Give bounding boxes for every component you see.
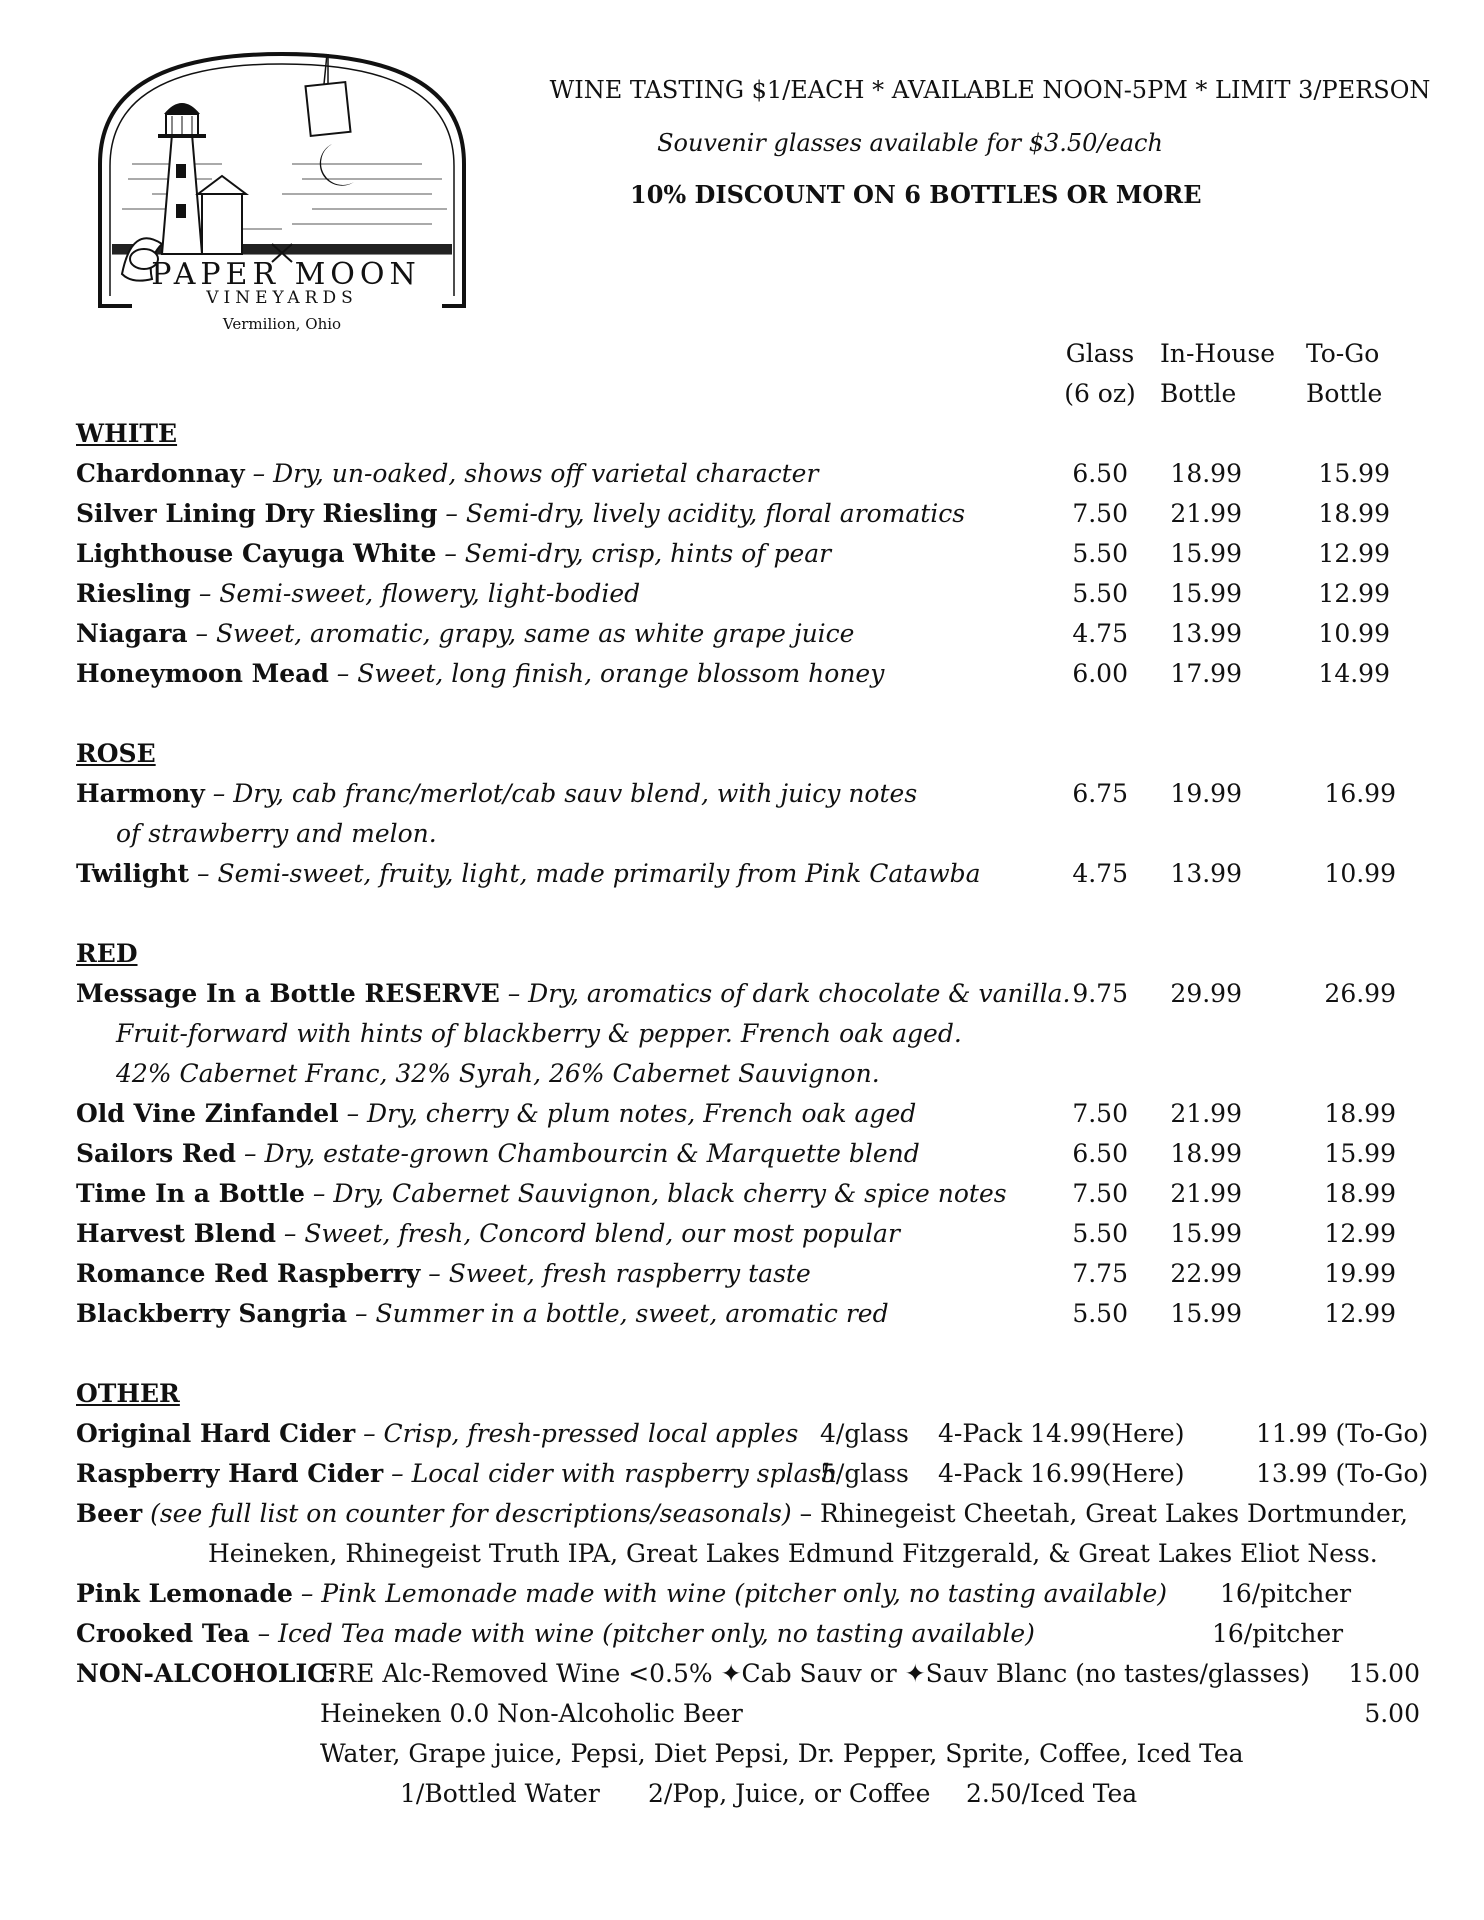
cider-togo-price: 11.99 (To-Go): [1256, 1419, 1429, 1448]
wine-desc-continued: 42% Cabernet Franc, 32% Syrah, 26% Cabernet Sauvignon.: [116, 1059, 880, 1088]
pitcher-description: [76, 1614, 1035, 1654]
togo-price: 14.99: [1318, 659, 1390, 688]
col-glass-header: [1050, 334, 1150, 414]
togo-price: 18.99: [1324, 1099, 1396, 1128]
inhouse-price: 13.99: [1170, 619, 1242, 648]
wine-description: [76, 494, 965, 534]
wine-desc: – Sweet, fresh raspberry taste: [420, 1259, 811, 1288]
glass-price: 6.50: [1072, 459, 1128, 488]
glass-price: 5.50: [1072, 579, 1128, 608]
glass-price: 6.75: [1072, 779, 1128, 808]
inhouse-price: 15.99: [1170, 1299, 1242, 1328]
cider-togo-price: 13.99 (To-Go): [1256, 1459, 1429, 1488]
vineyard-logo: [92, 44, 472, 344]
glass-price: 6.50: [1072, 1139, 1128, 1168]
wine-description: [76, 774, 917, 814]
non-alc-wine-price: 15.00: [1348, 1659, 1420, 1688]
inhouse-price: 17.99: [1170, 659, 1242, 688]
col-inhouse-label: In-House: [1160, 339, 1276, 368]
inhouse-price: 15.99: [1170, 579, 1242, 608]
section-other: OTHER: [76, 1379, 180, 1408]
section-rose: ROSE: [76, 739, 156, 768]
beer-note: (see full list on counter for descriptions/seasonals): [142, 1499, 792, 1528]
wine-desc: – Dry, estate-grown Chambourcin & Marquette blend: [236, 1139, 920, 1168]
inhouse-price: 19.99: [1170, 779, 1242, 808]
beer-description: [76, 1494, 1408, 1534]
cider-glass-price: 4/glass: [820, 1419, 909, 1448]
togo-price: 19.99: [1324, 1259, 1396, 1288]
wine-description: [76, 1214, 900, 1254]
wine-desc: – Dry, cherry & plum notes, French oak aged: [338, 1099, 917, 1128]
inhouse-price: 29.99: [1170, 979, 1242, 1008]
wine-desc: – Dry, cab franc/merlot/cab sauv blend, with juicy notes: [204, 779, 918, 808]
inhouse-price: 13.99: [1170, 859, 1242, 888]
glass-price: 7.50: [1072, 1099, 1128, 1128]
togo-price: 18.99: [1318, 499, 1390, 528]
cider-pack-price: 4-Pack 14.99(Here): [938, 1419, 1185, 1448]
wine-name: Riesling: [76, 579, 191, 608]
wine-desc: – Semi-dry, crisp, hints of pear: [436, 539, 832, 568]
wine-name: Twilight: [76, 859, 190, 888]
cider-desc: – Crisp, fresh-pressed local apples: [355, 1419, 799, 1448]
inhouse-price: 15.99: [1170, 1219, 1242, 1248]
glass-price: 4.75: [1072, 859, 1128, 888]
pitcher-desc: – Iced Tea made with wine (pitcher only, no tasting available): [249, 1619, 1035, 1648]
inhouse-price: 15.99: [1170, 539, 1242, 568]
togo-price: 12.99: [1324, 1299, 1396, 1328]
togo-price: 16.99: [1324, 779, 1396, 808]
glass-price: 4.75: [1072, 619, 1128, 648]
cider-description: [76, 1414, 798, 1454]
wine-name: Message In a Bottle RESERVE: [76, 979, 500, 1008]
wine-name: Chardonnay: [76, 459, 245, 488]
wine-desc: – Dry, un-oaked, shows off varietal character: [244, 459, 819, 488]
glass-price: 6.00: [1072, 659, 1128, 688]
cider-name: Raspberry Hard Cider: [76, 1459, 384, 1488]
wine-name: Blackberry Sangria: [76, 1299, 348, 1328]
inhouse-price: 21.99: [1170, 499, 1242, 528]
pitcher-description: [76, 1574, 1167, 1614]
togo-price: 26.99: [1324, 979, 1396, 1008]
wine-description: [76, 854, 981, 894]
wine-description: [76, 454, 818, 494]
togo-price: 15.99: [1324, 1139, 1396, 1168]
glass-price: 5.50: [1072, 1299, 1128, 1328]
wine-description: [76, 614, 854, 654]
wine-description: [76, 574, 640, 614]
col-inhouse-header: [1160, 334, 1290, 414]
inhouse-price: 18.99: [1170, 459, 1242, 488]
wine-description: [76, 654, 884, 694]
tasting-notice: WINE TASTING $1/EACH * AVAILABLE NOON-5PM * LIMIT 3/PERSON: [549, 76, 1431, 104]
togo-price: 15.99: [1318, 459, 1390, 488]
cider-name: Original Hard Cider: [76, 1419, 356, 1448]
wine-name: Harmony: [76, 779, 205, 808]
beer-list: – Rhinegeist Cheetah, Great Lakes Dortmunder,: [791, 1499, 1409, 1528]
beer-list-continued: Heineken, Rhinegeist Truth IPA, Great Lakes Edmund Fitzgerald, & Great Lakes Eliot Ness.: [208, 1539, 1378, 1568]
togo-price: 12.99: [1318, 539, 1390, 568]
togo-price: 10.99: [1318, 619, 1390, 648]
pop-juice-coffee-price: 2/Pop, Juice, or Coffee: [648, 1779, 931, 1808]
glass-price: 7.50: [1072, 499, 1128, 528]
wine-description: [76, 1094, 916, 1134]
togo-price: 12.99: [1318, 579, 1390, 608]
togo-price: 10.99: [1324, 859, 1396, 888]
wine-name: Niagara: [76, 619, 188, 648]
pitcher-desc: – Pink Lemonade made with wine (pitcher only, no tasting available): [292, 1579, 1168, 1608]
wine-name: Lighthouse Cayuga White: [76, 539, 437, 568]
glass-price: 9.75: [1072, 979, 1128, 1008]
wine-desc: – Dry, Cabernet Sauvignon, black cherry & spice notes: [304, 1179, 1007, 1208]
logo-location: Vermilion, Ohio: [192, 314, 372, 334]
non-alcoholic-label: NON-ALCOHOLIC:: [76, 1659, 337, 1688]
iced-tea-price: 2.50/Iced Tea: [966, 1779, 1138, 1808]
togo-price: 18.99: [1324, 1179, 1396, 1208]
cider-glass-price: 5/glass: [820, 1459, 909, 1488]
wine-description: [76, 974, 1070, 1014]
wine-desc: – Sweet, aromatic, grapy, same as white grape juice: [187, 619, 855, 648]
col-togo-label: To-Go: [1306, 339, 1380, 368]
wine-desc: – Sweet, long finish, orange blossom honey: [328, 659, 885, 688]
col-togo-bottle: Bottle: [1306, 379, 1383, 408]
col-inhouse-bottle: Bottle: [1160, 379, 1237, 408]
non-alc-beer-price: 5.00: [1364, 1699, 1420, 1728]
souvenir-notice: Souvenir glasses available for $3.50/each: [657, 129, 1163, 157]
inhouse-price: 22.99: [1170, 1259, 1242, 1288]
inhouse-price: 21.99: [1170, 1099, 1242, 1128]
glass-price: 7.75: [1072, 1259, 1128, 1288]
soft-drinks-list: Water, Grape juice, Pepsi, Diet Pepsi, Dr. Pepper, Sprite, Coffee, Iced Tea: [320, 1739, 1244, 1768]
wine-name: Harvest Blend: [76, 1219, 276, 1248]
wine-description: [76, 1294, 889, 1334]
glass-price: 7.50: [1072, 1179, 1128, 1208]
discount-notice: 10% DISCOUNT ON 6 BOTTLES OR MORE: [630, 180, 1202, 209]
cider-pack-price: 4-Pack 16.99(Here): [938, 1459, 1185, 1488]
col-togo-header: [1306, 334, 1416, 414]
pitcher-price: 16/pitcher: [1212, 1619, 1344, 1648]
glass-price: 5.50: [1072, 1219, 1128, 1248]
section-red: RED: [76, 939, 138, 968]
wine-description: [76, 534, 831, 574]
wine-name: Old Vine Zinfandel: [76, 1099, 339, 1128]
inhouse-price: 21.99: [1170, 1179, 1242, 1208]
wine-desc: – Summer in a bottle, sweet, aromatic red: [347, 1299, 889, 1328]
beer-name: Beer: [76, 1499, 143, 1528]
wine-desc: – Semi-sweet, flowery, light-bodied: [190, 579, 641, 608]
glass-price: 5.50: [1072, 539, 1128, 568]
wine-desc: – Semi-dry, lively acidity, floral aromatics: [437, 499, 966, 528]
non-alc-beer: Heineken 0.0 Non-Alcoholic Beer: [320, 1699, 743, 1728]
cider-desc: – Local cider with raspberry splash: [383, 1459, 838, 1488]
wine-name: Silver Lining Dry Riesling: [76, 499, 438, 528]
wine-name: Sailors Red: [76, 1139, 237, 1168]
wine-description: [76, 1134, 920, 1174]
pitcher-name: Pink Lemonade: [76, 1579, 293, 1608]
wine-desc-continued: of strawberry and melon.: [116, 819, 437, 848]
wine-name: Romance Red Raspberry: [76, 1259, 421, 1288]
pitcher-price: 16/pitcher: [1220, 1579, 1352, 1608]
togo-price: 12.99: [1324, 1219, 1396, 1248]
wine-description: [76, 1174, 1007, 1214]
cider-description: [76, 1454, 837, 1494]
wine-name: Time In a Bottle: [76, 1179, 305, 1208]
section-white: WHITE: [76, 419, 178, 448]
inhouse-price: 18.99: [1170, 1139, 1242, 1168]
logo-name: PAPER MOON: [151, 257, 421, 292]
non-alc-wine: FRE Alc-Removed Wine <0.5% ✦Cab Sauv or ✦Sauv Blanc (no tastes/glasses): [320, 1659, 1310, 1688]
wine-description: [76, 1254, 811, 1294]
wine-desc: – Sweet, fresh, Concord blend, our most popular: [275, 1219, 900, 1248]
logo-subtitle: VINEYARDS: [206, 288, 358, 308]
bottled-water-price: 1/Bottled Water: [400, 1779, 600, 1808]
col-glass-label: Glass: [1065, 339, 1135, 368]
wine-desc: – Dry, aromatics of dark chocolate & vanilla.: [499, 979, 1071, 1008]
wine-name: Honeymoon Mead: [76, 659, 329, 688]
wine-desc: – Semi-sweet, fruity, light, made primarily from Pink Catawba: [189, 859, 981, 888]
pitcher-name: Crooked Tea: [76, 1619, 250, 1648]
wine-desc-continued: Fruit-forward with hints of blackberry & pepper. French oak aged.: [116, 1019, 962, 1048]
col-glass-size: (6 oz): [1064, 379, 1136, 408]
